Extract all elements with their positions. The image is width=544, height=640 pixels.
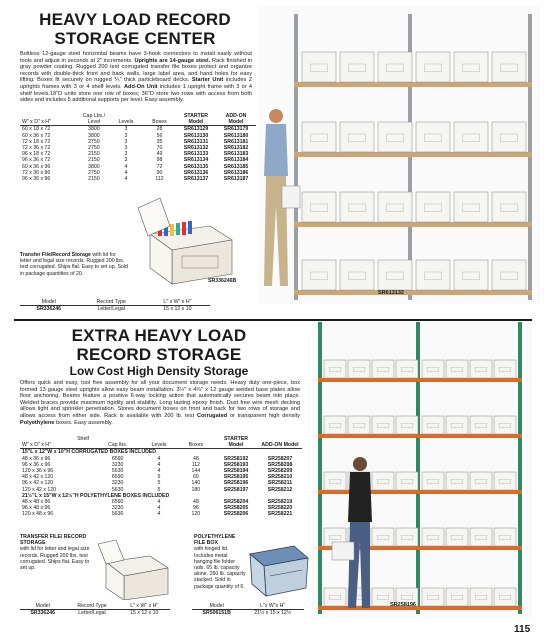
s2-header-addon: ADD-ON Model <box>261 442 299 449</box>
table-cell: SR613134 <box>183 157 209 164</box>
table-cell: 3 <box>124 132 128 139</box>
section1-table-header <box>20 113 256 125</box>
table-cell: 3 <box>124 145 128 152</box>
section1-title-line2: STORAGE CENTER <box>54 29 216 48</box>
storage-box <box>492 260 526 290</box>
table-cell: 96 x 18 x 72 <box>22 151 51 158</box>
description-segment: Starter Unit <box>191 77 224 84</box>
table-cell: 120 x 48 x 96 <box>22 511 54 518</box>
table-cell: SR613182 <box>223 145 249 152</box>
table-cell: SR613186 <box>223 169 249 176</box>
table-cell: 60 <box>192 474 199 481</box>
table-cell: 5630 <box>111 511 124 518</box>
table-cell: 3800 <box>88 126 100 133</box>
table-cell: 5 <box>157 480 161 487</box>
table-cell: 6590 <box>111 455 124 462</box>
table-cell: 2150 <box>88 157 100 164</box>
gray-rack-image <box>258 6 540 304</box>
table-cell: 96 x 48 x 96 <box>22 505 51 512</box>
table-cell: SR613185 <box>223 163 249 170</box>
s2-poly-title: POLYETHYLENE FILE BOX <box>194 534 236 547</box>
table-cell: 96 x 36 x 72 <box>22 157 51 164</box>
page-number: 115 <box>514 624 531 635</box>
storage-box <box>378 52 412 82</box>
table-cell: 4 <box>124 163 128 170</box>
table-cell: 72 x 18 x 72 <box>22 138 51 145</box>
table-cell: SR613184 <box>223 157 249 164</box>
description-segment: Polyethylene <box>20 419 55 426</box>
storage-box <box>340 122 374 152</box>
table-cell: SR613133 <box>183 151 209 158</box>
storage-box <box>446 416 468 434</box>
table-cell: 2750 <box>88 145 100 152</box>
table-cell: 72 <box>156 163 163 170</box>
table-cell: 140 <box>191 480 201 487</box>
table-cell: 3 <box>124 157 128 164</box>
storage-box <box>422 472 444 490</box>
storage-box <box>396 528 418 546</box>
s2-header-size <box>20 436 95 448</box>
s2-header-cap: Cap lbs. <box>108 442 128 449</box>
table-cell: SR613137 <box>183 176 209 183</box>
table-cell: 4 <box>157 511 161 518</box>
section1-transfer-text: with lid for letter and legal size records. Rugged 200 lbs. test corrugated. Ships flat. Easy to set up. Sold in package quantities of 20. <box>20 252 128 277</box>
section2-spec-table <box>20 436 302 518</box>
table-cell: 96 x 36 x 96 <box>22 176 51 183</box>
table-cell: 112 <box>155 176 164 183</box>
table-cell: SR613181 <box>223 138 249 145</box>
storage-box <box>446 360 468 378</box>
s2-transfer-box-image <box>94 540 174 600</box>
storage-box <box>494 416 516 434</box>
description-segment: Corrugated <box>196 412 228 419</box>
table-cell: SR258208 <box>267 461 293 468</box>
table-cell: SR258205 <box>223 505 249 512</box>
section-divider <box>14 319 532 321</box>
s2-header-shelf: Shelf <box>77 436 89 442</box>
table-cell: SR258197 <box>223 486 249 493</box>
s2-transfer-text: with lid for letter and legal size records. Rugged 200 lbs. test corrugated. Ships flat. Easy to set up. <box>20 546 90 572</box>
section1-description <box>20 51 252 104</box>
storage-box <box>340 260 374 290</box>
storage-box <box>454 260 488 290</box>
s2-transfer-title: TRANSFER FILE/ RECORD STORAGE <box>20 534 87 547</box>
storage-box <box>302 52 336 82</box>
storage-box <box>372 416 394 434</box>
storage-box <box>372 472 394 490</box>
storage-box <box>470 416 492 434</box>
description-segment: or transparent high density <box>227 412 300 419</box>
table-cell: 35 <box>156 138 163 145</box>
table-cell: 4 <box>157 468 161 475</box>
table-cell: 4 <box>157 461 161 468</box>
table-row <box>20 610 170 616</box>
table-cell: 4 <box>157 499 161 506</box>
s2-poly-size-header: L"x W"x H" <box>260 603 286 609</box>
transfer-box-photo <box>130 196 240 286</box>
table-cell: 96 x 36 x 96 <box>22 461 51 468</box>
table-cell: 112 <box>191 461 200 468</box>
table-cell: 28 <box>156 126 163 133</box>
storage-box <box>324 360 346 378</box>
table-cell: 5630 <box>111 468 124 475</box>
table-cell: 48 <box>192 499 199 506</box>
description-segment: Uprights are 14-gauge steel. <box>134 57 211 64</box>
storage-box <box>416 192 450 222</box>
storage-box <box>494 588 516 606</box>
s2-poly-model-header: Model <box>209 603 224 609</box>
table-row <box>20 176 256 182</box>
storage-box <box>324 472 346 490</box>
storage-box <box>302 122 336 152</box>
storage-box <box>422 416 444 434</box>
table-cell: 2750 <box>88 169 100 176</box>
section2-title-line2: RECORD STORAGE <box>76 345 242 364</box>
table-cell: 72 x 36 x 96 <box>22 169 51 176</box>
transfer-size-header: L" x W" x H" <box>163 299 192 305</box>
table-row <box>20 511 302 517</box>
s2-transfer-photo <box>94 540 174 600</box>
transfer-box-image <box>130 196 240 286</box>
table-cell: SR613179 <box>223 126 249 133</box>
storage-box <box>494 528 516 546</box>
table-cell: SR258194 <box>223 468 249 475</box>
table-cell: 3230 <box>111 505 124 512</box>
section1-transfer-desc <box>20 252 128 277</box>
transfer-model: SR336246 <box>36 306 62 313</box>
storage-box <box>378 192 412 222</box>
table-cell: 6590 <box>111 499 124 506</box>
s2-group1-title: 15"L x 12"W x 10"H CORRUGATED BOXES INCLUDED <box>22 449 157 456</box>
s2-poly-photo <box>244 536 312 598</box>
section2-subtitle: Low Cost High Density Storage <box>69 364 249 378</box>
storage-box <box>372 360 394 378</box>
table-cell: SR258206 <box>223 511 249 518</box>
table-cell: 3 <box>124 126 128 133</box>
storage-box <box>372 528 394 546</box>
s2-header-levels: Levels <box>151 442 167 449</box>
table-cell: 2150 <box>88 176 100 183</box>
table-cell: 98 <box>156 157 163 164</box>
table-cell: 48 x 48 x 96 <box>22 499 51 506</box>
storage-box <box>492 122 526 152</box>
section2-description <box>20 380 300 426</box>
s2-transfer-size: 15 x 12 x 10 <box>130 610 159 617</box>
transfer-type-header: Record Type <box>96 299 126 305</box>
table-cell: 49 <box>156 151 163 158</box>
s2-group2-title: 21½"L x 15"W x 12½"H POLYETHYLENE BOXES INCLUDED <box>22 492 170 499</box>
table-cell: 3800 <box>88 163 100 170</box>
storage-box <box>454 192 488 222</box>
section2-rack-label: SR258196 <box>390 602 416 608</box>
table-cell: SR258210 <box>267 474 293 481</box>
transfer-size: 15 x 12 x 10 <box>163 306 192 313</box>
table-cell: SR258196 <box>223 480 249 487</box>
table-cell: SR613183 <box>223 151 249 158</box>
storage-box <box>302 260 336 290</box>
header-boxes: Boxes <box>152 119 167 126</box>
storage-box <box>494 360 516 378</box>
storage-box <box>396 416 418 434</box>
table-cell: SR258220 <box>267 505 293 512</box>
storage-box <box>378 260 412 290</box>
storage-box <box>416 52 450 82</box>
table-cell: SR258193 <box>223 461 249 468</box>
table-cell: 3 <box>124 138 128 145</box>
s2-transfer-model-header: Model <box>35 603 50 609</box>
table-cell: 90 <box>156 169 163 176</box>
section2-title <box>14 326 304 364</box>
storage-box <box>422 588 444 606</box>
s2-header-size-label: W" x D" x H" <box>22 442 51 449</box>
description-segment: includes 2 uprights frames with 3 or 4 shelf levels. <box>20 77 252 90</box>
table-cell: SR258207 <box>267 455 293 462</box>
storage-box <box>422 360 444 378</box>
table-cell: SR258204 <box>223 499 249 506</box>
section1-title-line1: HEAVY LOAD RECORD <box>39 10 231 29</box>
storage-box <box>324 588 346 606</box>
s2-transfer-type: Letter/Legal <box>78 610 106 617</box>
table-cell: 70 <box>156 145 163 152</box>
table-cell: 60 x 18 x 72 <box>22 126 51 133</box>
storage-box <box>454 52 488 82</box>
header-levels: Levels <box>118 119 134 126</box>
s2-poly-model: SR506151B <box>202 610 231 617</box>
section1-title <box>14 10 256 48</box>
table-cell: 96 <box>192 505 199 512</box>
s2-transfer-desc <box>20 534 92 571</box>
storage-box <box>446 528 468 546</box>
description-segment: Boltless 12-gauge steel horizontal beams have 3-hook connectors to install easily without tools and adjust in seconds at 2" increments. <box>20 51 252 64</box>
s2-transfer-size-header: L" x W" x H" <box>130 603 159 609</box>
storage-box <box>470 472 492 490</box>
table-cell: 120 <box>191 511 201 518</box>
table-cell: SR258221 <box>267 511 293 518</box>
transfer-box-photo-label: SR336246B <box>208 278 237 284</box>
table-cell: SR258212 <box>267 486 293 493</box>
table-cell: SR258219 <box>267 499 293 506</box>
storage-box <box>422 528 444 546</box>
description-segment: Add-On Unit <box>123 83 158 90</box>
storage-box <box>454 122 488 152</box>
table-cell: SR613129 <box>183 126 209 133</box>
section2-rack-photo <box>312 322 532 618</box>
table-cell: SR258211 <box>267 480 293 487</box>
table-cell: 60 x 36 x 96 <box>22 163 51 170</box>
storage-box <box>470 588 492 606</box>
table-cell: SR613131 <box>183 138 209 145</box>
table-cell: 4 <box>124 169 128 176</box>
s2-header-starter: STARTER Model <box>223 436 249 449</box>
orange-rack-image <box>312 322 532 618</box>
table-cell: 3230 <box>111 480 124 487</box>
storage-box <box>340 192 374 222</box>
s2-header-boxes: Boxes <box>188 442 204 449</box>
storage-box <box>396 472 418 490</box>
s2-poly-size: 21½ x 15 x 12½ <box>254 610 292 617</box>
table-cell: 96 x 42 x 120 <box>22 480 54 487</box>
s2-poly-desc <box>194 534 246 590</box>
table-cell: 6590 <box>111 474 124 481</box>
storage-box <box>446 472 468 490</box>
table-cell: 2150 <box>88 151 100 158</box>
table-cell: 72 x 36 x 72 <box>22 145 51 152</box>
section1-rack-label: SR613132 <box>378 290 404 296</box>
header-cap: Cap Lbs./ Level <box>82 113 106 126</box>
storage-box <box>348 360 370 378</box>
table-cell: 120 x 42 x 120 <box>22 486 57 493</box>
section1-transfer-table <box>20 299 210 312</box>
table-cell: 4 <box>157 505 161 512</box>
table-cell: SR613135 <box>183 163 209 170</box>
section1-spec-table <box>20 113 256 182</box>
storage-box <box>492 52 526 82</box>
table-cell: SR613130 <box>183 132 209 139</box>
table-cell: 48 x 36 x 96 <box>22 455 51 462</box>
table-cell: SR258195 <box>223 474 249 481</box>
header-starter: STARTER Model <box>183 113 209 126</box>
storage-box <box>416 260 450 290</box>
s2-transfer-model: SR336246 <box>30 610 55 617</box>
table-cell: 144 <box>191 468 201 475</box>
storage-box <box>348 416 370 434</box>
transfer-type: Letter/Legal <box>97 306 125 313</box>
table-cell: 3800 <box>88 132 100 139</box>
storage-box <box>416 122 450 152</box>
table-cell: 3230 <box>111 461 124 468</box>
table-cell: SR258209 <box>267 468 293 475</box>
storage-box <box>340 52 374 82</box>
table-cell: 3 <box>124 151 128 158</box>
header-size: W" x D" x H" <box>22 119 51 126</box>
table-cell: 4 <box>157 455 161 462</box>
s2-transfer-table <box>20 603 170 616</box>
header-addon: ADD-ON Model <box>225 113 247 126</box>
table-cell: SR613187 <box>223 176 249 183</box>
description-segment: includes 1 upright frame with 3 or 4 shelf levels.18"D units store one row of boxes; 36"D store two rows with access from both sides and includes 5 additional supports per level. Easy assembly. <box>20 83 252 104</box>
storage-box <box>396 360 418 378</box>
storage-box <box>470 528 492 546</box>
storage-box <box>302 192 336 222</box>
table-cell: 5 <box>157 486 161 493</box>
storage-box <box>492 192 526 222</box>
table-row <box>20 306 210 312</box>
table-cell: 56 <box>156 132 163 139</box>
storage-box <box>446 588 468 606</box>
s2-transfer-type-header: Record Type <box>77 603 107 609</box>
description-segment: Rack finished in gray powder coating. Rugged 200 test corrugated transfer file boxes protect and organize records with double-thick front and back walls, large label area, and hand holes for easy lifting. Boxes fit securely on rugged ⅕" thick particleboard decks. <box>20 57 252 84</box>
table-cell: SR258192 <box>223 455 249 462</box>
table-cell: 2750 <box>88 138 100 145</box>
s2-poly-table <box>192 603 304 616</box>
storage-box <box>324 416 346 434</box>
transfer-model-header: Model <box>41 299 56 305</box>
storage-box <box>494 472 516 490</box>
table-cell: 180 <box>191 486 201 493</box>
section2-title-line1: EXTRA HEAVY LOAD <box>71 326 247 345</box>
description-segment: boxes. Easy assembly. <box>54 419 113 426</box>
table-cell: SR613136 <box>183 169 209 176</box>
table-row <box>192 610 304 616</box>
table-cell: 120 x 36 x 96 <box>22 468 54 475</box>
table-cell: 5630 <box>111 486 124 493</box>
table-cell: SR613132 <box>183 145 209 152</box>
description-segment: Offers quick and easy, tool free assembly for all your document storage needs. Heavy duty one-piece, box formed 13 gauge steel uprights allow easy beam installation. 3¼" x 4¾" x 12 gauge welded base plates allow floor anchoring. Beams feature a positive 6-way locking action that automatically secures beam into place. Welded braces provide maximum rigidity and stability. Long lasting epoxy finish. Dust free wire mesh decking allows light and sprinkler penetration. Stores document boxes on front and back for two rows of storage and allows access from either side. Rack is available with 200 lb. test <box>20 380 300 419</box>
s2-poly-text: with hinged lid. Includes metal hanging file folder rails. 65 lb. capacity alone. 260 lb. capacity stacked. Sold in package quantity of 6. <box>194 546 246 590</box>
table-cell: 48 x 42 x 120 <box>22 474 54 481</box>
table-cell: 48 <box>192 455 199 462</box>
section1-rack-photo <box>258 6 540 304</box>
table-cell: SR613180 <box>223 132 249 139</box>
storage-box <box>378 122 412 152</box>
section1-transfer-title: Transfer File/Record Storage <box>20 252 91 258</box>
table-cell: 5 <box>157 474 161 481</box>
table-cell: 60 x 36 x 72 <box>22 132 51 139</box>
table-cell: 4 <box>124 176 128 183</box>
storage-box <box>470 360 492 378</box>
poly-box-image <box>244 536 312 598</box>
